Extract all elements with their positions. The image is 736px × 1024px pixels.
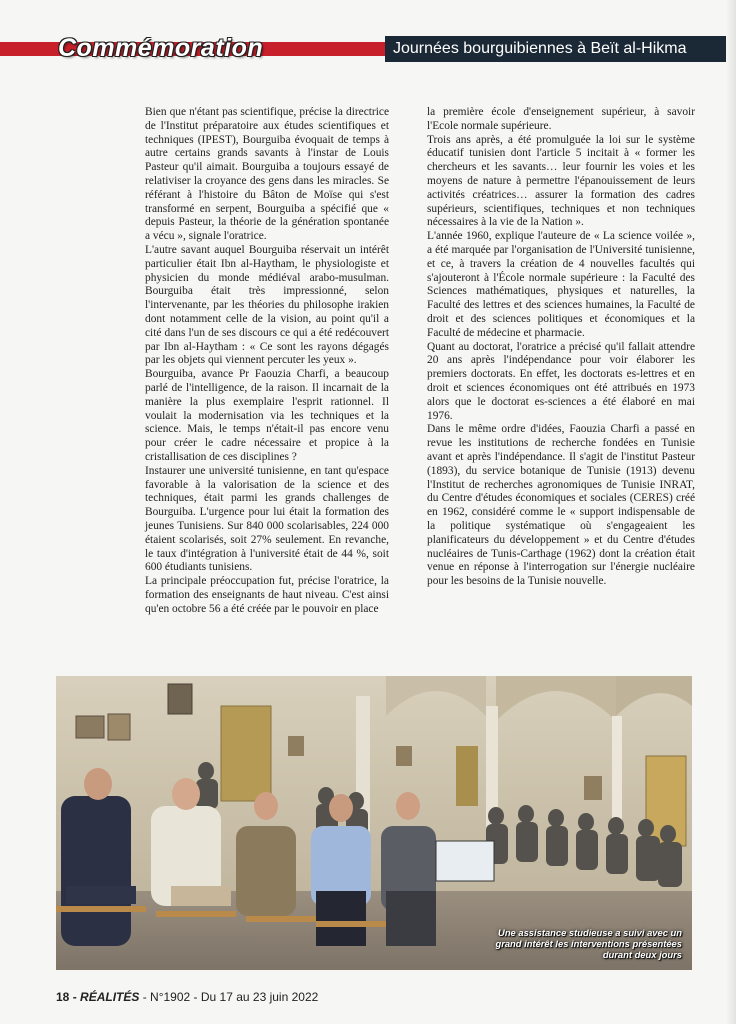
paragraph: la première école d'enseignement supérieur, à savoir l'Ecole normale supérieure. bbox=[427, 106, 695, 132]
audience-photo-illustration bbox=[56, 676, 692, 970]
magazine-brand: RÉALITÉS bbox=[80, 990, 140, 1004]
text-column-left bbox=[145, 106, 389, 616]
section-header bbox=[0, 36, 736, 62]
page-footer: 18 - RÉALITÉS - N°1902 - Du 17 au 23 juin 2022 bbox=[56, 990, 319, 1004]
paragraph: Bien que n'étant pas scientifique, précise la directrice de l'Institut préparatoire aux études scientifiques et techniques (IPEST), Bourguiba évoquait de temps à autre certains grands savants à l'instar de Louis Pasteur qu'il aimait. Bourguiba a toujours essayé de relativiser la croyance des gens dans les miracles. Se référant à l'histoire du Bâton de Moïse qui s'est transformé en serpent, Bourguiba a spécifié que « depuis Pasteur, la théorie de la génération spontanée a vécu », signale l'oratrice. bbox=[145, 106, 389, 243]
paragraph: L'autre savant auquel Bourguiba réservait un intérêt particulier était Ibn al-Haytham, le physiologiste et physicien du monde médiéval arabo-musulman. Bourguiba était très impressionné, selon l'intervenante, par les théories du philosophe irakien dont notamment celle de la vision, au point qu'il a cité dans l'un de ses discours ce qui a été redécouvert par Ibn al-Haytham : « Ce sont les rayons dégagés par les objets qui viennent percuter les yeux ». bbox=[145, 243, 389, 367]
paragraph: La principale préoccupation fut, précise l'oratrice, la formation des enseignants de haut niveau. C'est ainsi qu'en octobre 56 a été créée par le pouvoir en place bbox=[145, 575, 389, 615]
paragraph: Bourguiba, avance Pr Faouzia Charfi, a beaucoup parlé de l'intelligence, de la raison. Il incarnait de la manière la plus exemplaire l'esprit rationnel. Il voulait la modernisation via les techniques et la science. Mais, le temps n'était-il pas encore venu pour créer le cadre nécessaire et propice à la cristallisation de ces disciplines ? bbox=[145, 368, 389, 463]
paragraph: Trois ans après, a été promulguée la loi sur le système éducatif tunisien dont l'article 5 incitait à « former les chercheurs et les savants… leur fournir les voies et les moyens de nature à permettre l'épanouissement de leurs activités créatrices… assurer la formation des cadres supérieurs, scientifiques, techniques et non techniques nécessaires à la vie de la Nation ». bbox=[427, 133, 695, 229]
topic-title: Journées bourguibiennes à Beït al-Hikma bbox=[385, 36, 736, 62]
page-number: 18 bbox=[56, 990, 70, 1004]
paragraph: Quant au doctorat, l'oratrice a précisé qu'il fallait attendre 20 ans après l'indépendance pour voir élaborer les premiers doctorats. En effet, les doctorats es-lettres et en droit et sciences économiques ont été attribués en 1973 alors que le doctorat es-sciences a été élaboré en mai 1976. bbox=[427, 340, 695, 422]
paragraph: Instaurer une université tunisienne, en tant qu'espace favorable à la valorisation de la science et des techniques, était parmi les grands challenges de Bourguiba. L'urgence pour lui était la formation des jeunes Tunisiens. Sur 840 000 scolarisables, 224 000 étaient scolarisés, soit 27% seulement. En revanche, le taux d'intégration à l'université était de 44 %, soit 600 étudiants tunisiens. bbox=[145, 464, 389, 574]
section-title: Commémoration bbox=[58, 34, 264, 62]
paragraph: Dans le même ordre d'idées, Faouzia Charfi a passé en revue les institutions de recherche fondées en Tunisie avant et après l'indépendance. Il s'agit de l'institut Pasteur (1893), du service botanique de Tunisie (1913) devenu l'Institut de recherches agronomiques de Tunisie INRAT, du Centre d'études économiques et sociales (CERES) créé en 1962, considéré comme le « support indispensable de la politique systématique où s'engageaient les planificateurs du développement » et du Centre d'études nucléaires de Tunis-Carthage (1962) dont la création était venue en réponse à l'interrogation sur l'énergie nucléaire pour les besoins de la Tunisie nouvelle. bbox=[427, 423, 695, 588]
text-column-right bbox=[427, 106, 695, 589]
paragraph: L'année 1960, explique l'auteure de « La science voilée », a été marquée par l'organisation de l'Université tunisienne, et ce, à travers la création de 4 nouvelles facultés qui s'ajouteront à l'École normale supérieure : la Faculté des Sciences mathématiques, physiques et naturelles, la Faculté des lettres et des sciences humaines, la Faculté de droit et des sciences politiques et économiques et la Faculté de médecine et pharmacie. bbox=[427, 230, 695, 339]
issue-info: N°1902 - Du 17 au 23 juin 2022 bbox=[150, 990, 319, 1004]
page-edge-shadow bbox=[726, 0, 736, 1024]
audience-photo bbox=[56, 676, 692, 970]
photo-caption: Une assistance studieuse a suivi avec un grand intérêt les interventions présentées durant deux jours bbox=[495, 927, 682, 960]
